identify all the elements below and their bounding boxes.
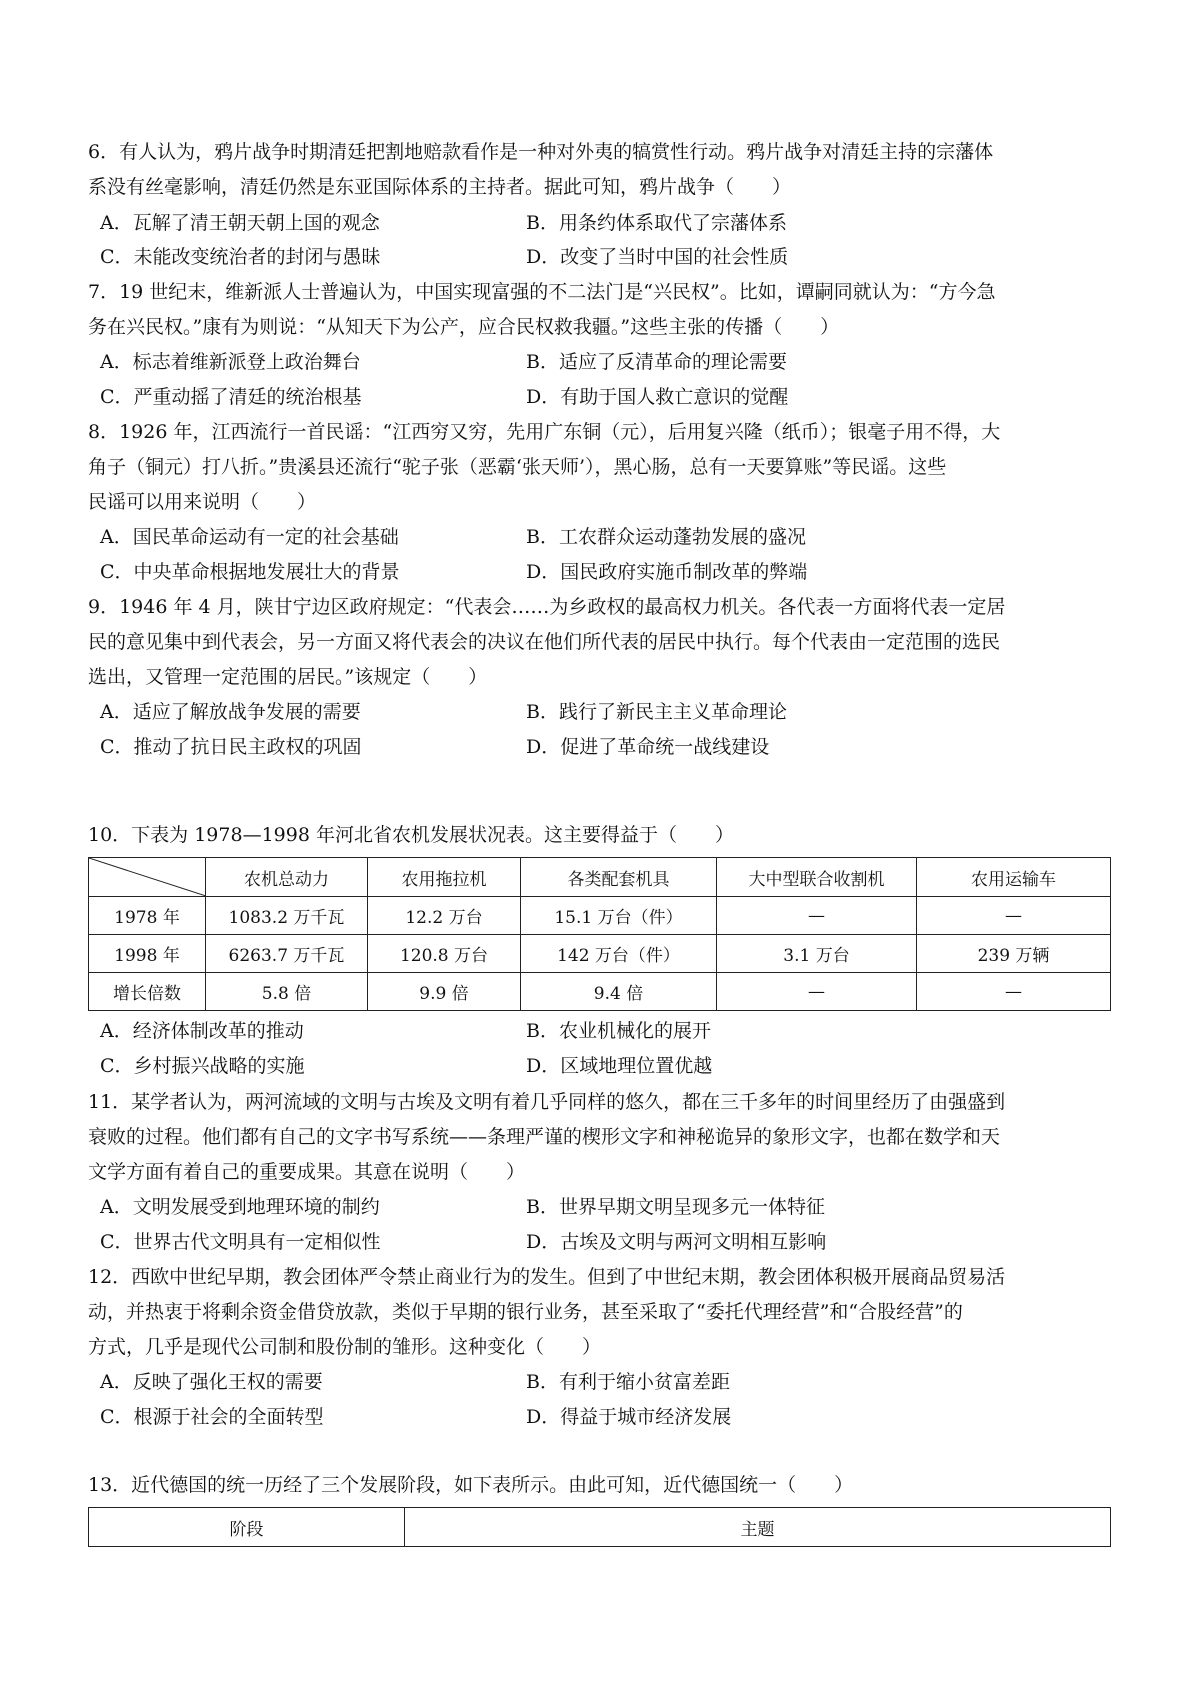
- table-cell: 12.2 万台: [368, 897, 521, 935]
- table-cell: 9.4 倍: [521, 973, 717, 1011]
- table-cell: 1978 年: [89, 897, 206, 935]
- table-cell: 增长倍数: [89, 973, 206, 1011]
- q9-option-b[interactable]: B．践行了新民主主义革命理论: [526, 701, 787, 723]
- q6-option-a[interactable]: A．瓦解了清王朝天朝上国的观念: [100, 212, 380, 234]
- q11-option-d[interactable]: D．古埃及文明与两河文明相互影响: [526, 1231, 827, 1253]
- q11-option-a[interactable]: A．文明发展受到地理环境的制约: [100, 1196, 380, 1218]
- q10-option-b[interactable]: B．农业机械化的展开: [526, 1020, 711, 1042]
- q7-option-c[interactable]: C．严重动摇了清廷的统治根基: [100, 386, 362, 408]
- q11-option-b[interactable]: B．世界早期文明呈现多元一体特征: [526, 1196, 825, 1218]
- table-cell: 1083.2 万千瓦: [206, 897, 368, 935]
- q7-stem-line-2: 务在兴民权。”康有为则说：“从知天下为公产，应合民权救我疆。”这些主张的传播（ ）: [88, 316, 840, 338]
- q12-stem-line-1: 12．西欧中世纪早期，教会团体严令禁止商业行为的发生。但到了中世纪末期，教会团体积极开展商品贸易活: [88, 1266, 1006, 1288]
- q7-option-a[interactable]: A．标志着维新派登上政治舞台: [100, 351, 361, 373]
- q13-unification-table: [88, 1507, 1111, 1547]
- q12-stem-line-3: 方式，几乎是现代公司制和股份制的雏形。这种变化（ ）: [88, 1336, 602, 1358]
- q7-option-d[interactable]: D．有助于国人救亡意识的觉醒: [526, 386, 789, 408]
- q9-option-a[interactable]: A．适应了解放战争发展的需要: [100, 701, 361, 723]
- table-cell: 239 万辆: [917, 935, 1111, 973]
- table-header-cell: 农用运输车: [917, 858, 1111, 897]
- q12-option-c[interactable]: C．根源于社会的全面转型: [100, 1406, 324, 1428]
- table-cell: —: [917, 973, 1111, 1011]
- q12-option-d[interactable]: D．得益于城市经济发展: [526, 1406, 732, 1428]
- q8-option-a[interactable]: A．国民革命运动有一定的社会基础: [100, 526, 399, 548]
- table-row: [89, 897, 1111, 935]
- q13-stem-line-1: 13．近代德国的统一历经了三个发展阶段，如下表所示。由此可知，近代德国统一（ ）: [88, 1474, 854, 1496]
- q11-stem-line-3: 文学方面有着自己的重要成果。其意在说明（ ）: [88, 1161, 526, 1183]
- table-row: [89, 973, 1111, 1011]
- table-cell: —: [917, 897, 1111, 935]
- table-header-cell: 主题: [405, 1508, 1111, 1547]
- q6-option-c[interactable]: C．未能改变统治者的封闭与愚昧: [100, 246, 381, 268]
- q11-stem-line-2: 衰败的过程。他们都有自己的文字书写系统——条理严谨的楔形文字和神秘诡异的象形文字，也都在数学和天: [88, 1126, 1001, 1148]
- q11-option-c[interactable]: C．世界古代文明具有一定相似性: [100, 1231, 381, 1253]
- q8-option-d[interactable]: D．国民政府实施币制改革的弊端: [526, 561, 808, 583]
- q6-option-d[interactable]: D．改变了当时中国的社会性质: [526, 246, 789, 268]
- q11-stem-line-1: 11．某学者认为，两河流域的文明与古埃及文明有着几乎同样的悠久，都在三千多年的时间里经历了由强盛到: [88, 1091, 1006, 1113]
- table-cell: —: [717, 973, 917, 1011]
- table-cell: 6263.7 万千瓦: [206, 935, 368, 973]
- q12-stem-line-2: 动，并热衷于将剩余资金借贷放款，类似于早期的银行业务，甚至采取了“委托代理经营”和“合股经营”的: [88, 1301, 963, 1323]
- q7-stem-line-1: 7．19 世纪末，维新派人士普遍认为，中国实现富强的不二法门是“兴民权”。比如，谭嗣同就认为：“方今急: [88, 281, 996, 303]
- table-cell: 15.1 万台（件）: [521, 897, 717, 935]
- table-cell: 9.9 倍: [368, 973, 521, 1011]
- q10-farm-machinery-table: [88, 857, 1111, 1011]
- table-header-cell: 农机总动力: [206, 858, 368, 897]
- q8-stem-line-2: 角子（铜元）打八折。”贵溪县还流行“驼子张（恶霸‘张天师’），黑心肠，总有一天要算账”等民谣。这些: [88, 456, 947, 478]
- q7-option-b[interactable]: B．适应了反清革命的理论需要: [526, 351, 787, 373]
- q8-stem-line-1: 8．1926 年，江西流行一首民谣：“江西穷又穷，先用广东铜（元），后用复兴隆（纸币）；银毫子用不得，大: [88, 421, 1001, 443]
- table-cell: 1998 年: [89, 935, 206, 973]
- q9-option-d[interactable]: D．促进了革命统一战线建设: [526, 736, 770, 758]
- q9-stem-line-1: 9．1946 年 4 月，陕甘宁边区政府规定：“代表会……为乡政权的最高权力机关。各代表一方面将代表一定居: [88, 596, 1006, 618]
- table-cell: 142 万台（件）: [521, 935, 717, 973]
- q9-option-c[interactable]: C．推动了抗日民主政权的巩固: [100, 736, 362, 758]
- q8-stem-line-3: 民谣可以用来说明（ ）: [88, 491, 317, 513]
- q10-option-c[interactable]: C．乡村振兴战略的实施: [100, 1055, 305, 1077]
- table-cell: —: [717, 897, 917, 935]
- q12-option-b[interactable]: B．有利于缩小贫富差距: [526, 1371, 730, 1393]
- table-row: [89, 935, 1111, 973]
- q10-option-a[interactable]: A．经济体制改革的推动: [100, 1020, 304, 1042]
- table-corner-cell: [89, 858, 206, 897]
- q10-option-d[interactable]: D．区域地理位置优越: [526, 1055, 713, 1077]
- table-cell: 5.8 倍: [206, 973, 368, 1011]
- q6-option-b[interactable]: B．用条约体系取代了宗藩体系: [526, 212, 787, 234]
- table-cell: 120.8 万台: [368, 935, 521, 973]
- q12-option-a[interactable]: A．反映了强化王权的需要: [100, 1371, 323, 1393]
- table-header-cell: 农用拖拉机: [368, 858, 521, 897]
- q8-option-c[interactable]: C．中央革命根据地发展壮大的背景: [100, 561, 400, 583]
- table-header-cell: 大中型联合收割机: [717, 858, 917, 897]
- table-header-cell: 阶段: [89, 1508, 405, 1547]
- q9-stem-line-3: 选出，又管理一定范围的居民。”该规定（ ）: [88, 666, 488, 688]
- q10-stem-line-1: 10．下表为 1978—1998 年河北省农机发展状况表。这主要得益于（ ）: [88, 824, 734, 846]
- q6-stem-line-2: 系没有丝毫影响，清廷仍然是东亚国际体系的主持者。据此可知，鸦片战争（ ）: [88, 176, 792, 198]
- q8-option-b[interactable]: B．工农群众运动蓬勃发展的盛况: [526, 526, 806, 548]
- q6-stem-line-1: 6．有人认为，鸦片战争时期清廷把割地赔款看作是一种对外夷的犒赏性行动。鸦片战争对清廷主持的宗藩体: [88, 141, 994, 163]
- table-header-row: [89, 858, 1111, 897]
- table-header-cell: 各类配套机具: [521, 858, 717, 897]
- q9-stem-line-2: 民的意见集中到代表会，另一方面又将代表会的决议在他们所代表的居民中执行。每个代表由一定范围的选民: [88, 631, 1001, 653]
- diagonal-line-icon: [89, 858, 206, 896]
- table-header-row: [89, 1508, 1111, 1547]
- table-cell: 3.1 万台: [717, 935, 917, 973]
